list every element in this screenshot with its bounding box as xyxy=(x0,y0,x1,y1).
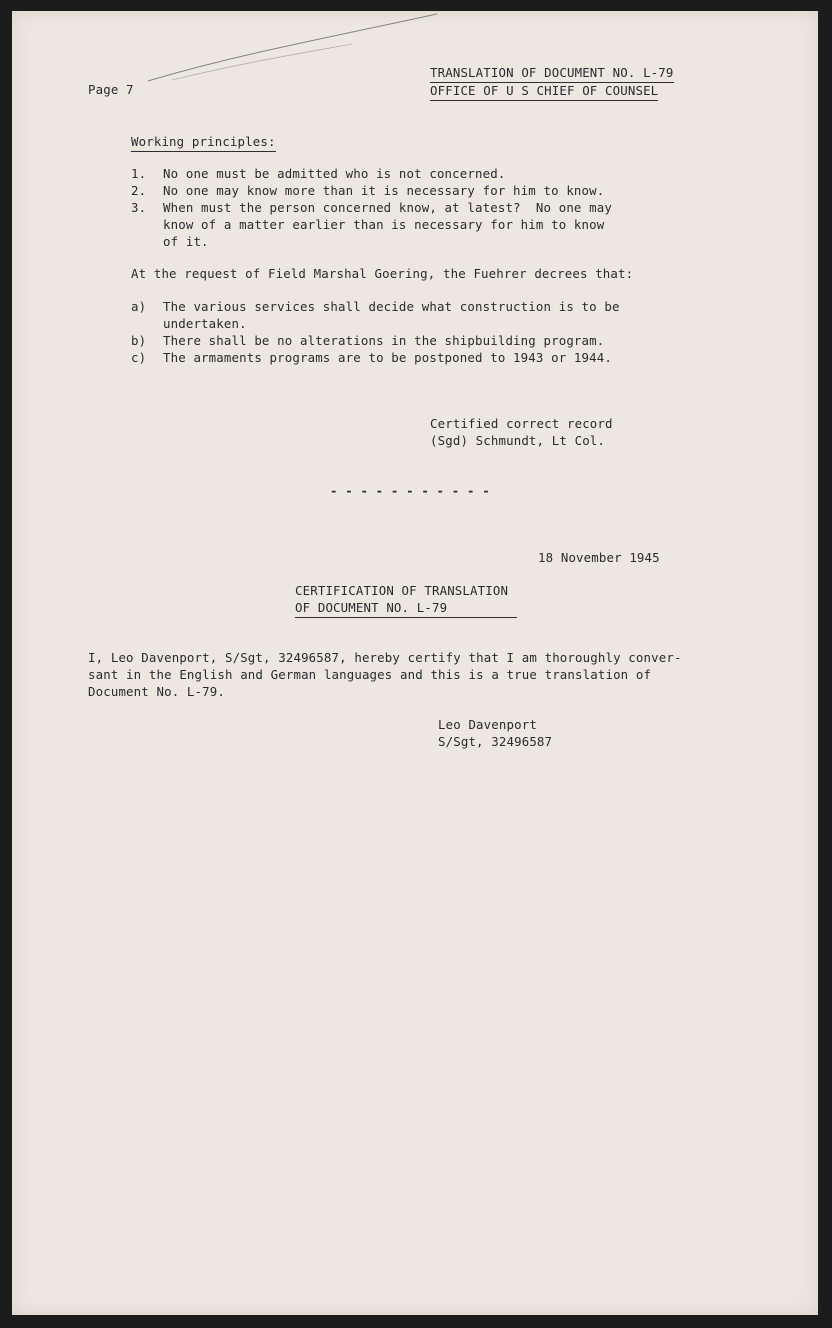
certification-title: CERTIFICATION OF TRANSLATION xyxy=(295,583,509,598)
office-title: OFFICE OF U S CHIEF OF COUNSEL xyxy=(430,82,658,101)
certification-body-line: Document No. L-79. xyxy=(88,684,225,699)
certified-record: Certified correct record xyxy=(430,416,613,431)
principle-number: 2. xyxy=(131,183,147,198)
principle-line: of it. xyxy=(163,234,209,249)
principle-number: 3. xyxy=(131,200,147,215)
translator-rank: S/Sgt, 32496587 xyxy=(438,734,553,749)
page-number: Page 7 xyxy=(88,82,134,97)
principle-number: 1. xyxy=(131,166,147,181)
decree-line: undertaken. xyxy=(163,316,247,331)
principle-line: know of a matter earlier than is necessary for him to know xyxy=(163,217,605,232)
decree-line: The various services shall decide what construction is to be xyxy=(163,299,620,314)
decree-letter: c) xyxy=(131,350,147,365)
certification-body-line: I, Leo Davenport, S/Sgt, 32496587, hereby certify that I am thoroughly conver- xyxy=(88,650,682,665)
decree-line: The armaments programs are to be postponed to 1943 or 1944. xyxy=(163,350,612,365)
document-title: TRANSLATION OF DOCUMENT NO. L-79 xyxy=(430,64,674,83)
principle-line: When must the person concerned know, at latest? No one may xyxy=(163,200,612,215)
certification-subtitle: OF DOCUMENT NO. L-79 xyxy=(295,599,517,618)
decree-letter: a) xyxy=(131,299,147,314)
decree-letter: b) xyxy=(131,333,147,348)
decree-line: There shall be no alterations in the shipbuilding program. xyxy=(163,333,605,348)
principle-line: No one must be admitted who is not concerned. xyxy=(163,166,506,181)
certification-date: 18 November 1945 xyxy=(538,550,660,565)
principle-line: No one may know more than it is necessary for him to know. xyxy=(163,183,605,198)
separator-dashes: - - - - - - - - - - - xyxy=(330,483,490,498)
document-page xyxy=(12,11,818,1315)
certification-body-line: sant in the English and German languages and this is a true translation of xyxy=(88,667,652,682)
translator-name: Leo Davenport xyxy=(438,717,537,732)
pencil-stroke xyxy=(12,11,818,131)
certified-signature: (Sgd) Schmundt, Lt Col. xyxy=(430,433,606,448)
decree-intro: At the request of Field Marshal Goering, the Fuehrer decrees that: xyxy=(131,266,634,281)
working-principles-heading: Working principles: xyxy=(131,133,276,152)
